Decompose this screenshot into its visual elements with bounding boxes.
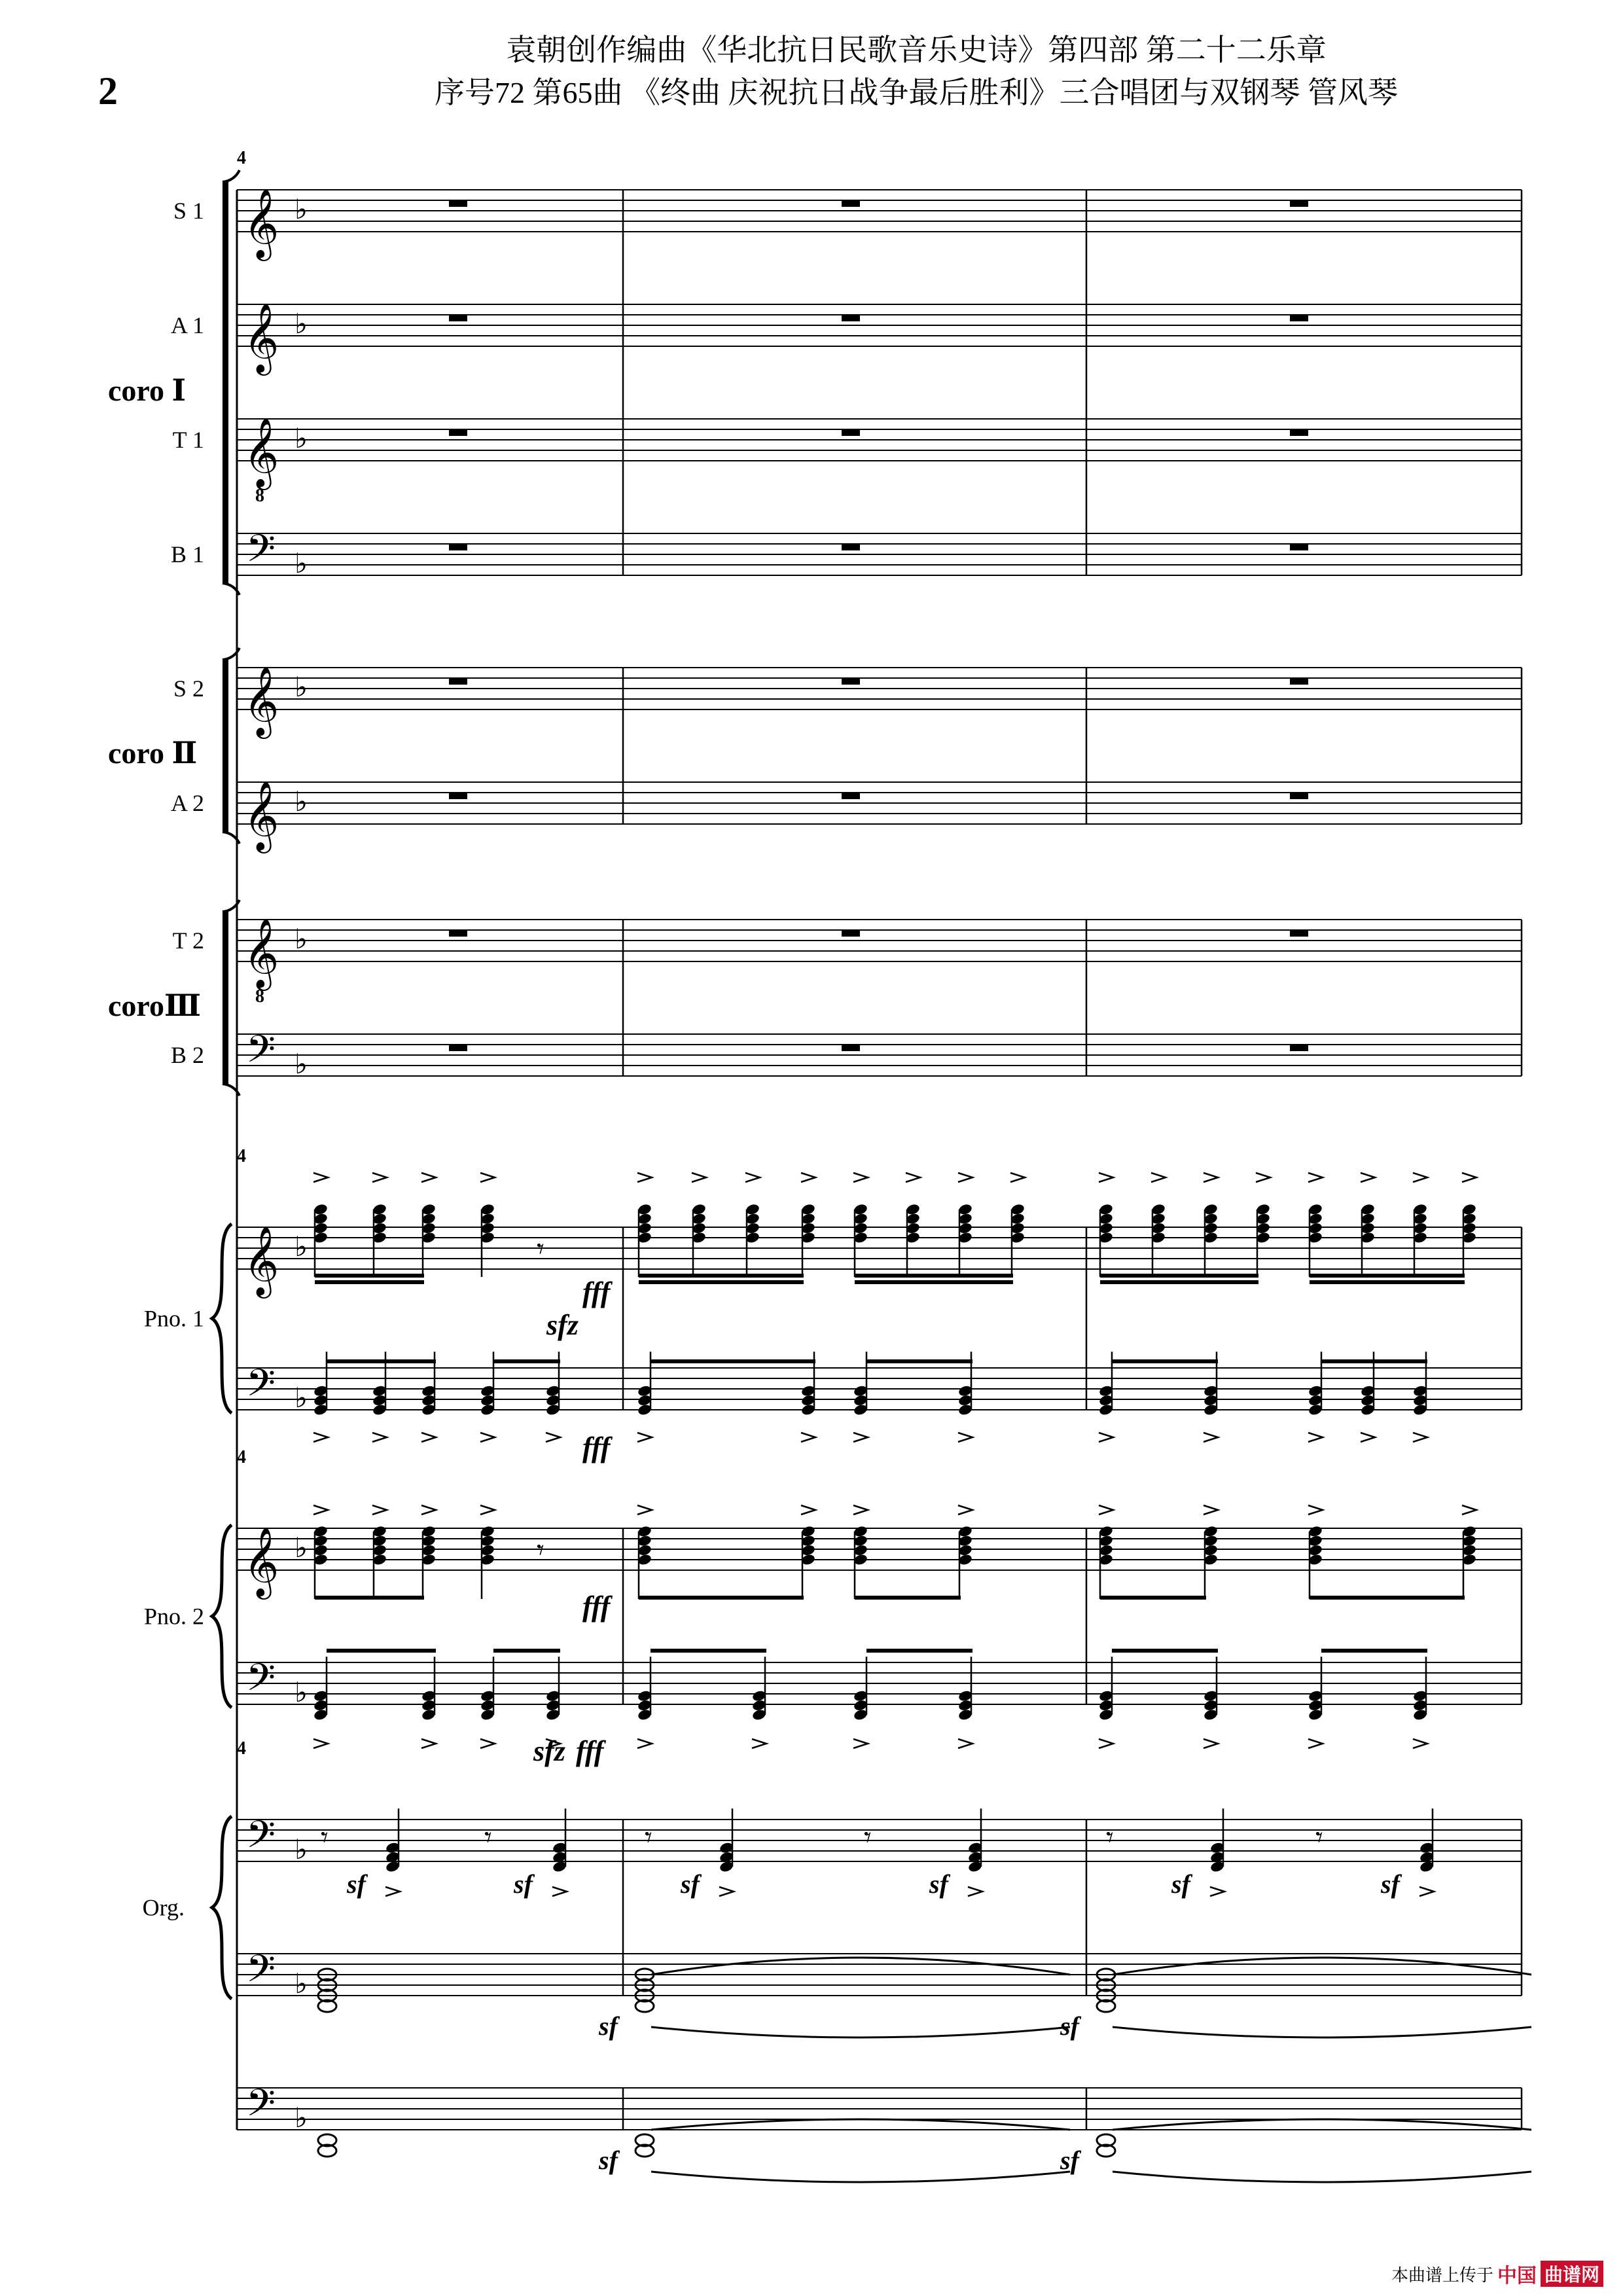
dynamic-sf: sf [347, 1869, 366, 1899]
pno1-treble-beam [1100, 1274, 1258, 1278]
pno1-treble-chord [800, 1203, 816, 1277]
dynamic-sf: sf [599, 2011, 618, 2041]
pno2-bass-chord [751, 1657, 767, 1721]
pno2-treble-chord [1098, 1525, 1114, 1599]
pno2-bass-chord [545, 1657, 561, 1721]
page-number: 2 [98, 69, 118, 113]
measure-number: 4 [237, 1738, 246, 1759]
group-label-coro-3: coroⅢ [108, 989, 202, 1022]
brace-pno-2 [212, 1525, 232, 1708]
accent-icon [692, 1173, 706, 1182]
treble-clef-icon: 𝄞 [243, 1227, 279, 1294]
pno2-treble-chord [1308, 1525, 1323, 1599]
accent-icon [1204, 1739, 1218, 1748]
bass-clef-icon: 𝄢 [246, 1030, 276, 1080]
accent-icon [1210, 1887, 1224, 1896]
accent-icon [745, 1173, 760, 1182]
pno1-treble-beam [1100, 1280, 1258, 1284]
dynamic-sf: sf [1381, 1869, 1400, 1899]
pno1-treble-chord [1203, 1203, 1219, 1277]
flat-icon: ♭ [294, 673, 308, 703]
accent-icon [958, 1433, 972, 1442]
pno1-bass-beam [866, 1359, 972, 1363]
pno2-treble-beam [639, 1596, 804, 1600]
accent-icon [313, 1173, 328, 1182]
whole-rest [449, 544, 467, 550]
accent-icon [1151, 1173, 1166, 1182]
accent-icon [1204, 1505, 1218, 1515]
brace-pno-1 [212, 1224, 232, 1413]
whole-rest [842, 315, 860, 321]
pno1-treble-chord [480, 1203, 495, 1277]
accent-icon [313, 1505, 328, 1515]
accent-icon [385, 1887, 400, 1896]
pno2-bass-beam [1112, 1649, 1218, 1653]
accent-icon [1361, 1433, 1375, 1442]
whole-rest [449, 1045, 467, 1051]
pno2-bass-chord [1203, 1657, 1219, 1721]
pno1-treble-chord [1098, 1203, 1114, 1277]
dynamic-sf: sf [1171, 1869, 1190, 1899]
pno2-bass-chord [421, 1657, 437, 1721]
pno1-treble-chord [313, 1203, 329, 1277]
instrument-label-a2: A 2 [170, 790, 204, 816]
tie-icon [1113, 2119, 1531, 2130]
accent-icon [1361, 1173, 1375, 1182]
pno1-treble-chord [691, 1203, 707, 1277]
bass-clef-icon: 𝄢 [246, 2083, 276, 2134]
footer-credit [1391, 2259, 1603, 2288]
treble-clef-icon: 𝄞 [243, 782, 279, 849]
pno1-bass-chord [637, 1352, 652, 1416]
accent-icon [801, 1433, 815, 1442]
measure-number: 4 [237, 1447, 246, 1467]
pno1-treble-beam [1310, 1274, 1465, 1278]
accent-icon [853, 1739, 868, 1748]
accent-icon [1204, 1433, 1218, 1442]
tie-icon [1113, 2027, 1531, 2037]
bass-clef-icon: 𝄢 [246, 1815, 276, 1865]
whole-rest [842, 200, 860, 207]
accent-icon [552, 1887, 567, 1896]
whole-rest [449, 930, 467, 937]
pno2-treble-chord [853, 1525, 868, 1599]
pno2-bass-chord [853, 1657, 868, 1721]
accent-icon [546, 1433, 560, 1442]
dynamic-fff: fff [582, 1431, 611, 1463]
pno1-bass-beam [1321, 1359, 1427, 1363]
accent-icon [752, 1739, 766, 1748]
pno1-treble-chord [957, 1203, 973, 1277]
accent-icon [1010, 1173, 1025, 1182]
pno2-treble-beam [855, 1596, 961, 1600]
pno2-bass-chord [480, 1657, 495, 1721]
accent-icon [958, 1739, 972, 1748]
flat-icon: ♭ [294, 787, 308, 817]
pno2-treble-chord [313, 1525, 329, 1599]
flat-icon: ♭ [294, 195, 308, 225]
dynamic-fff: fff [582, 1590, 611, 1623]
accent-icon [1099, 1739, 1113, 1748]
bass-clef-icon: 𝄢 [246, 1658, 276, 1708]
group-label-coro-2: coro Ⅱ [108, 736, 198, 770]
accent-icon [1419, 1887, 1434, 1896]
flat-icon: ♭ [294, 925, 308, 955]
flat-icon: ♭ [294, 1678, 308, 1708]
pno2-bass-beam [866, 1649, 972, 1653]
whole-rest [842, 930, 860, 937]
whole-rest [449, 200, 467, 207]
tie-icon [651, 1958, 1070, 1975]
whole-rest [1290, 678, 1308, 685]
accent-icon [1462, 1173, 1476, 1182]
pno1-bass-beam [327, 1359, 436, 1363]
flat-icon: ♭ [294, 1534, 308, 1564]
eighth-rest-icon: 𝄾 [864, 1821, 872, 1854]
dynamic-sf: sf [599, 2145, 618, 2175]
flat-icon: ♭ [294, 1835, 308, 1865]
pno1-bass-chord [1098, 1352, 1114, 1416]
pno2-bass-chord [957, 1657, 973, 1721]
accent-icon [421, 1739, 436, 1748]
accent-icon [1099, 1505, 1113, 1515]
pno1-bass-beam [1112, 1359, 1218, 1363]
accent-icon [801, 1173, 815, 1182]
whole-rest [449, 793, 467, 799]
pno2-bass-beam [651, 1649, 766, 1653]
eighth-rest-icon: 𝄾 [537, 1233, 544, 1265]
pno1-bass-chord [313, 1352, 329, 1416]
pno1-treble-chord [1461, 1203, 1477, 1277]
bass-clef-icon: 𝄢 [246, 529, 276, 579]
pno1-treble-chord [1150, 1203, 1166, 1277]
pno2-bass-beam [327, 1649, 436, 1653]
footer-text: 本曲谱上传于 [1391, 2265, 1493, 2285]
measure-number: 4 [237, 1146, 246, 1166]
whole-rest [449, 429, 467, 436]
pno1-bass-chord [480, 1352, 495, 1416]
pno1-treble-beam [1310, 1280, 1465, 1284]
eighth-rest-icon: 𝄾 [484, 1821, 492, 1854]
whole-rest [842, 429, 860, 436]
instrument-label-org: Org. [142, 1894, 185, 1921]
flat-icon: ♭ [294, 1969, 308, 2000]
treble-clef-icon: 𝄞 [243, 920, 279, 986]
eighth-rest-icon: 𝄾 [537, 1534, 544, 1566]
accent-icon [958, 1173, 972, 1182]
brace-organ [212, 1816, 232, 1999]
dynamic-sf: sf [681, 1869, 700, 1899]
pno1-treble-chord [421, 1203, 437, 1277]
whole-rest [1290, 544, 1308, 550]
flat-icon: ♭ [294, 424, 308, 454]
title-line-1: 袁朝创作编曲《华北抗日民歌音乐史诗》第四部 第二十二乐章 [506, 33, 1327, 67]
accent-icon [421, 1173, 436, 1182]
accent-icon [1413, 1433, 1427, 1442]
treble-clef-icon: 𝄞 [243, 668, 279, 734]
bracket-coro-1 [223, 182, 228, 583]
flat-icon: ♭ [294, 310, 308, 340]
pno1-treble-beam [639, 1274, 804, 1278]
accent-icon [853, 1505, 868, 1515]
accent-icon [480, 1173, 495, 1182]
accent-icon [958, 1505, 972, 1515]
octave-mark: 8 [255, 486, 264, 506]
accent-icon [1256, 1173, 1270, 1182]
whole-rest [842, 1045, 860, 1051]
pno2-treble-chord [372, 1525, 387, 1599]
accent-icon [637, 1739, 652, 1748]
flat-icon: ♭ [294, 2104, 308, 2134]
pno2-treble-chord [637, 1525, 652, 1599]
dynamic-fff: fff [582, 1276, 611, 1308]
instrument-label-s2: S 2 [173, 675, 204, 702]
accent-icon [801, 1505, 815, 1515]
accent-icon [372, 1173, 387, 1182]
accent-icon [1308, 1173, 1323, 1182]
pno1-treble-chord [905, 1203, 921, 1277]
dynamic-sf: sf [929, 1869, 948, 1899]
accent-icon [480, 1433, 495, 1442]
pno1-bass-beam [493, 1359, 560, 1363]
whole-rest [1290, 793, 1308, 799]
accent-icon [906, 1173, 920, 1182]
title-line-2: 序号72 第65曲 《终曲 庆祝抗日战争最后胜利》三合唱团与双钢琴 管风琴 [435, 76, 1398, 109]
pno2-treble-chord [480, 1525, 495, 1599]
dynamic-fff: fff [576, 1735, 604, 1767]
accent-icon [853, 1173, 868, 1182]
tie-icon [651, 2027, 1070, 2037]
pno2-bass-chord [1308, 1657, 1323, 1721]
dynamic-sf: sf [1060, 2011, 1079, 2041]
flat-icon: ♭ [294, 549, 308, 579]
accent-icon [637, 1173, 652, 1182]
site-logo-box[interactable]: 曲谱网 [1541, 2261, 1603, 2287]
pno2-treble-beam [315, 1596, 424, 1600]
bracket-coro-1-top [223, 170, 240, 182]
whole-rest [1290, 1045, 1308, 1051]
instrument-label-a1: A 1 [170, 312, 204, 338]
organ-pedal-chord [1097, 2134, 1115, 2157]
pno2-bass-beam [493, 1649, 560, 1653]
organ-pedal-chord [318, 2134, 336, 2157]
flat-icon: ♭ [294, 1384, 308, 1414]
pno1-treble-chord [853, 1203, 868, 1277]
group-label-coro-1: coro Ⅰ [108, 374, 187, 407]
instrument-label-b1: B 1 [170, 541, 204, 567]
pno2-treble-chord [800, 1525, 816, 1599]
pno2-treble-chord [421, 1525, 437, 1599]
accent-icon [1204, 1173, 1218, 1182]
pno1-treble-chord [372, 1203, 387, 1277]
pno2-bass-chord [637, 1657, 652, 1721]
flat-icon: ♭ [294, 1050, 308, 1080]
pno1-treble-beam [855, 1280, 1013, 1284]
pno2-treble-chord [957, 1525, 973, 1599]
pno1-treble-beam [315, 1280, 424, 1284]
accent-icon [637, 1433, 652, 1442]
pno2-treble-beam [1100, 1596, 1206, 1600]
treble-clef-icon: 𝄞 [243, 1528, 279, 1595]
bass-clef-icon: 𝄢 [246, 1949, 276, 2000]
treble-clef-icon: 𝄞 [243, 190, 279, 257]
bracket-coro-3 [223, 912, 228, 1084]
accent-icon [1099, 1433, 1113, 1442]
instrument-label-t1: T 1 [172, 427, 204, 453]
bass-clef-icon: 𝄢 [246, 1363, 276, 1414]
dynamic-sf: sf [514, 1869, 533, 1899]
pno1-bass-beam [651, 1359, 815, 1363]
accent-icon [1308, 1505, 1323, 1515]
eighth-rest-icon: 𝄾 [1315, 1821, 1323, 1854]
tie-icon [651, 2119, 1070, 2130]
tie-icon [1113, 1958, 1531, 1975]
instrument-label-t2: T 2 [172, 927, 204, 954]
pno1-treble-chord [1412, 1203, 1428, 1277]
dynamic-sf: sf [1060, 2145, 1079, 2175]
whole-rest [1290, 200, 1308, 207]
accent-icon [853, 1433, 868, 1442]
pno2-treble-chord [1461, 1525, 1477, 1599]
pno1-treble-chord [745, 1203, 760, 1277]
whole-rest [449, 315, 467, 321]
tie-icon [651, 2172, 1070, 2182]
pno2-treble-chord [1203, 1525, 1219, 1599]
accent-icon [421, 1433, 436, 1442]
whole-rest [842, 544, 860, 550]
pno2-bass-chord [313, 1657, 329, 1721]
flat-icon: ♭ [294, 1232, 308, 1263]
accent-icon [968, 1887, 982, 1896]
accent-icon [421, 1505, 436, 1515]
pno2-bass-chord [1098, 1657, 1114, 1721]
instrument-label-pno1: Pno. 1 [143, 1305, 204, 1332]
accent-icon [1308, 1433, 1323, 1442]
pno1-bass-chord [1308, 1352, 1323, 1416]
notes-layer [243, 189, 1531, 2182]
accent-icon [1413, 1173, 1427, 1182]
instrument-label-pno2: Pno. 2 [143, 1603, 204, 1630]
accent-icon [480, 1505, 495, 1515]
accent-icon [1099, 1173, 1113, 1182]
whole-rest [842, 678, 860, 685]
treble-clef-icon: 𝄞 [243, 304, 279, 371]
whole-rest [1290, 429, 1308, 436]
accent-icon [637, 1505, 652, 1515]
instrument-label-b2: B 2 [170, 1042, 204, 1068]
treble-clef-icon: 𝄞 [243, 419, 279, 486]
instrument-label-s1: S 1 [173, 198, 204, 224]
whole-rest [842, 793, 860, 799]
accent-icon [372, 1505, 387, 1515]
pno2-treble-beam [1310, 1596, 1465, 1600]
pno1-treble-beam [855, 1274, 1013, 1278]
accent-icon [480, 1739, 495, 1748]
pno1-treble-chord [637, 1203, 652, 1277]
pno1-treble-chord [1010, 1203, 1026, 1277]
pno1-bass-chord [853, 1352, 868, 1416]
accent-icon [719, 1887, 734, 1896]
dynamic-sfz: sfz [533, 1735, 565, 1767]
pno1-treble-chord [1308, 1203, 1323, 1277]
pno2-bass-chord [1412, 1657, 1428, 1721]
accent-icon [1413, 1739, 1427, 1748]
site-logo-text[interactable]: 中国 [1497, 2265, 1537, 2287]
dynamic-sfz: sfz [546, 1309, 579, 1341]
whole-rest [1290, 315, 1308, 321]
whole-rest [1290, 930, 1308, 937]
accent-icon [313, 1739, 328, 1748]
pno1-treble-beam [639, 1280, 804, 1284]
tie-icon [1113, 2172, 1531, 2182]
octave-mark: 8 [255, 986, 264, 1007]
accent-icon [1308, 1739, 1323, 1748]
eighth-rest-icon: 𝄾 [1106, 1821, 1114, 1854]
pno1-treble-beam [315, 1274, 424, 1278]
accent-icon [1462, 1505, 1476, 1515]
pno1-treble-chord [1360, 1203, 1376, 1277]
organ-pedal-chord [635, 2134, 654, 2157]
measure-number: 4 [237, 148, 246, 168]
bracket-coro-2 [223, 660, 228, 832]
pno1-treble-chord [1255, 1203, 1271, 1277]
eighth-rest-icon: 𝄾 [645, 1821, 652, 1854]
whole-rest [449, 678, 467, 685]
accent-icon [313, 1433, 328, 1442]
pno2-bass-beam [1321, 1649, 1427, 1653]
accent-icon [372, 1433, 387, 1442]
eighth-rest-icon: 𝄾 [321, 1821, 329, 1854]
